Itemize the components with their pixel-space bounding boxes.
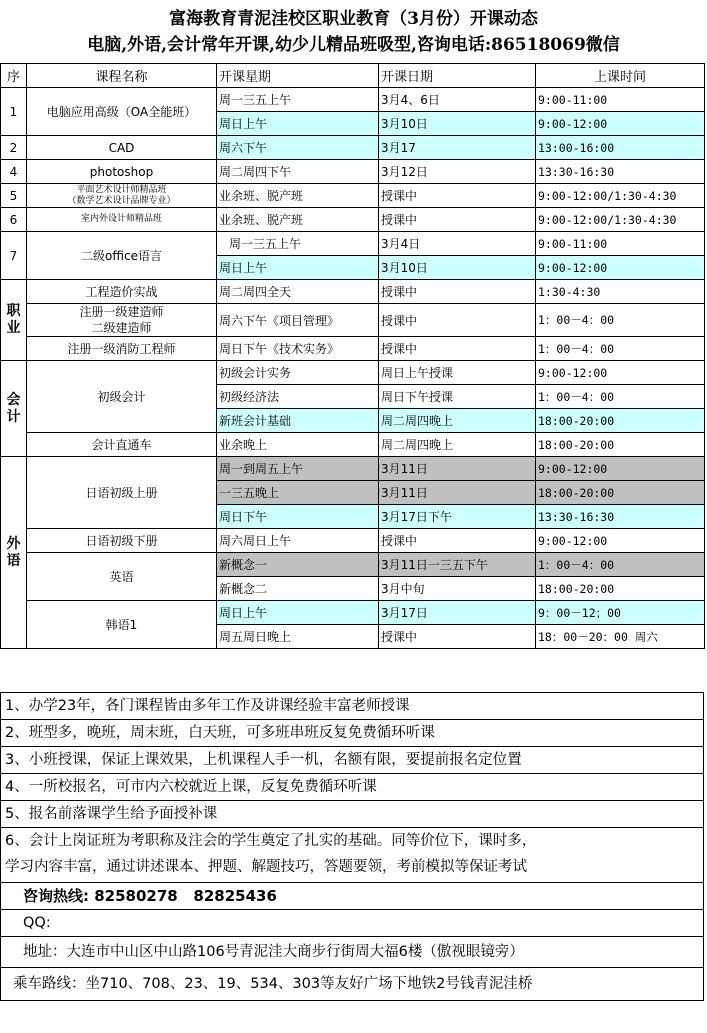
course-date: 周日上午授课 xyxy=(379,361,536,385)
course-name: 英语 xyxy=(27,553,217,601)
course-date: 3月17 xyxy=(379,136,536,160)
course-time: 1：00－4：00 xyxy=(536,337,705,361)
course-date: 周二周四晚上 xyxy=(379,433,536,457)
course-date: 授课中 xyxy=(379,184,536,208)
course-name-line1: 注册一级建造师 xyxy=(79,305,164,319)
note-item: 2、班型多，晚班，周末班，白天班，可多班串班反复免费循环听课 xyxy=(1,719,703,746)
course-date: 3月10日 xyxy=(379,112,536,136)
header-course: 课程名称 xyxy=(27,64,217,88)
course-time: 1：00－4：00 xyxy=(536,304,705,337)
header-date: 开课日期 xyxy=(379,64,536,88)
row-no: 1 xyxy=(1,88,27,136)
course-date: 3月中旬 xyxy=(379,577,536,601)
row-no: 4 xyxy=(1,160,27,184)
table-row xyxy=(1,232,705,256)
page-subtitle: 电脑,外语,会计常年开课,幼少儿精品班吸型,咨询电话:86518069微信 xyxy=(87,35,620,55)
table-row xyxy=(1,361,705,385)
course-weekday: 业余班、脱产班 xyxy=(217,184,379,208)
category-accounting xyxy=(1,361,27,457)
course-weekday: 周日上午 xyxy=(217,256,379,280)
category-char: 计 xyxy=(6,408,21,425)
table-row xyxy=(1,184,705,208)
course-time: 9:00-12:00 xyxy=(536,529,705,553)
page-title: 富海教育青泥洼校区职业教育（3月份）开课动态 xyxy=(169,9,538,29)
course-weekday: 新概念一 xyxy=(217,553,379,577)
header-time: 上课时间 xyxy=(536,64,705,88)
course-weekday: 周一三五上午 xyxy=(217,232,379,256)
course-date: 3月17日 xyxy=(379,601,536,625)
course-date: 3月11日 xyxy=(379,457,536,481)
course-weekday: 周六下午 xyxy=(217,136,379,160)
course-name: 室内外设计师精品班 xyxy=(27,208,217,232)
course-date: 3月11日 xyxy=(379,481,536,505)
course-weekday: 周六周日上午 xyxy=(217,529,379,553)
note-item: 4、一所校报名，可市内六校就近上课，反复免费循环听课 xyxy=(1,773,703,800)
note-item: 1、办学23年，各门课程皆由多年工作及讲课经验丰富老师授课 xyxy=(1,692,703,719)
course-name: 会计直通车 xyxy=(27,433,217,457)
category-language xyxy=(1,457,27,649)
course-name-line2: （数学艺术设计品牌专业） xyxy=(67,195,176,206)
table-row xyxy=(1,88,705,112)
course-time: 18:00-20:00 xyxy=(536,481,705,505)
course-name: CAD xyxy=(27,136,217,160)
table-row xyxy=(1,160,705,184)
course-date: 周二周四晚上 xyxy=(379,409,536,433)
course-time: 13:30-16:30 xyxy=(536,160,705,184)
course-name: 电脑应用高级（OA全能班） xyxy=(27,88,217,136)
course-time: 18:00-20:00 xyxy=(536,433,705,457)
course-time: 1:30-4:30 xyxy=(536,280,705,304)
route-row: 乘车路线：坐710、708、23、19、534、303等友好广场下地铁2号钱青泥洼桥 xyxy=(1,967,703,1000)
qq-label: QQ: xyxy=(23,915,51,931)
course-name: 注册一级消防工程师 xyxy=(27,337,217,361)
category-char: 会 xyxy=(6,391,21,408)
course-time: 13:00-16:00 xyxy=(536,136,705,160)
category-char: 职 xyxy=(6,303,21,319)
course-weekday: 新概念二 xyxy=(217,577,379,601)
course-date: 周日下午授课 xyxy=(379,385,536,409)
table-row xyxy=(1,280,705,304)
course-time: 9：00－12；00 xyxy=(536,601,705,625)
course-date: 授课中 xyxy=(379,625,536,649)
course-time: 1：00－4：00 xyxy=(536,553,705,577)
course-name-line2: 二级建造师 xyxy=(91,321,152,335)
course-weekday: 周二周四全天 xyxy=(217,280,379,304)
note-line: 学习内容丰富，通过讲述课本、押题、解题技巧，答题要领，考前模拟等保证考试 xyxy=(5,859,527,875)
course-time: 18:00-20:00 xyxy=(536,577,705,601)
course-date: 3月4日 xyxy=(379,232,536,256)
course-weekday: 周日下午 xyxy=(217,505,379,529)
course-weekday: 周五周日晚上 xyxy=(217,625,379,649)
course-name: 初级会计 xyxy=(27,361,217,433)
course-time: 9:00-11:00 xyxy=(536,232,705,256)
course-weekday: 周日上午 xyxy=(217,601,379,625)
course-date: 3月4、6日 xyxy=(379,88,536,112)
category-char: 语 xyxy=(6,552,21,569)
course-time: 9:00-12:00/1:30-4:30 xyxy=(536,208,705,232)
course-name xyxy=(27,184,217,208)
course-name: 韩语1 xyxy=(27,601,217,649)
hotline-numbers: 82580278 82825436 xyxy=(94,887,277,905)
table-header-row xyxy=(1,64,705,88)
hotline-label: 咨询热线: xyxy=(23,887,89,905)
course-time: 9:00-12:00 xyxy=(536,457,705,481)
course-time: 13:30-16:30 xyxy=(536,505,705,529)
course-date: 授课中 xyxy=(379,337,536,361)
course-weekday: 新班会计基础 xyxy=(217,409,379,433)
schedule-table xyxy=(0,63,705,649)
note-line: 6、会计上岗证班为考职称及注会的学生奠定了扎实的基础。同等价位下，课时多， xyxy=(5,833,537,849)
course-name: 工程造价实战 xyxy=(27,280,217,304)
header-no: 序 xyxy=(1,64,27,88)
course-time: 9:00-11:00 xyxy=(536,88,705,112)
table-row xyxy=(1,457,705,481)
category-char: 外 xyxy=(6,535,21,552)
course-time: 1：00－4：00 xyxy=(536,385,705,409)
course-time: 9:00-12:00 xyxy=(536,361,705,385)
hotline-row xyxy=(1,882,703,909)
category-char: 业 xyxy=(6,320,21,336)
course-name: 二级office语言 xyxy=(27,232,217,280)
qq-row xyxy=(1,909,703,936)
course-weekday: 业余班、脱产班 xyxy=(217,208,379,232)
course-time: 9:00-12:00 xyxy=(536,256,705,280)
course-weekday: 初级经济法 xyxy=(217,385,379,409)
row-no: 6 xyxy=(1,208,27,232)
course-name-line1: 平面艺术设计师精品班 xyxy=(76,184,167,195)
address-row: 地址：大连市中山区中山路106号青泥洼大商步行街周大福6楼（傲视眼镜旁） xyxy=(1,936,703,967)
course-time: 18：00－20：00 周六 xyxy=(536,625,705,649)
row-no: 2 xyxy=(1,136,27,160)
table-row xyxy=(1,208,705,232)
note-item xyxy=(1,827,703,882)
table-row xyxy=(1,337,705,361)
header-weekday: 开课星期 xyxy=(217,64,379,88)
course-date: 3月10日 xyxy=(379,256,536,280)
row-no: 7 xyxy=(1,232,27,280)
course-weekday: 周一到周五上午 xyxy=(217,457,379,481)
course-name: 日语初级上册 xyxy=(27,457,217,529)
table-row xyxy=(1,553,705,577)
course-date: 授课中 xyxy=(379,529,536,553)
table-row xyxy=(1,433,705,457)
course-weekday: 周一三五上午 xyxy=(217,88,379,112)
course-name: photoshop xyxy=(27,160,217,184)
note-item: 3、小班授课，保证上课效果，上机课程人手一机，名额有限，要提前报名定位置 xyxy=(1,746,703,773)
course-weekday: 业余晚上 xyxy=(217,433,379,457)
course-date: 授课中 xyxy=(379,304,536,337)
course-time: 18:00-20:00 xyxy=(536,409,705,433)
course-name xyxy=(27,304,217,337)
course-date: 3月12日 xyxy=(379,160,536,184)
course-weekday: 周六下午《项目管理》 xyxy=(217,304,379,337)
row-no: 5 xyxy=(1,184,27,208)
course-weekday: 周日上午 xyxy=(217,112,379,136)
course-time: 9:00-12:00 xyxy=(536,112,705,136)
course-date: 3月17日下午 xyxy=(379,505,536,529)
course-weekday: 周日下午《技术实务》 xyxy=(217,337,379,361)
notes-section xyxy=(0,692,704,1001)
course-time: 9:00-12:00/1:30-4:30 xyxy=(536,184,705,208)
course-date: 3月11日一三五下午 xyxy=(379,553,536,577)
course-weekday: 初级会计实务 xyxy=(217,361,379,385)
course-date: 授课中 xyxy=(379,208,536,232)
course-weekday: 一三五晚上 xyxy=(217,481,379,505)
course-date: 授课中 xyxy=(379,280,536,304)
table-row xyxy=(1,601,705,625)
table-row xyxy=(1,136,705,160)
course-weekday: 周二周四下午 xyxy=(217,160,379,184)
course-name: 日语初级下册 xyxy=(27,529,217,553)
table-row xyxy=(1,529,705,553)
note-item: 5、报名前落课学生给予面授补课 xyxy=(1,800,703,827)
category-vocational xyxy=(1,280,27,361)
